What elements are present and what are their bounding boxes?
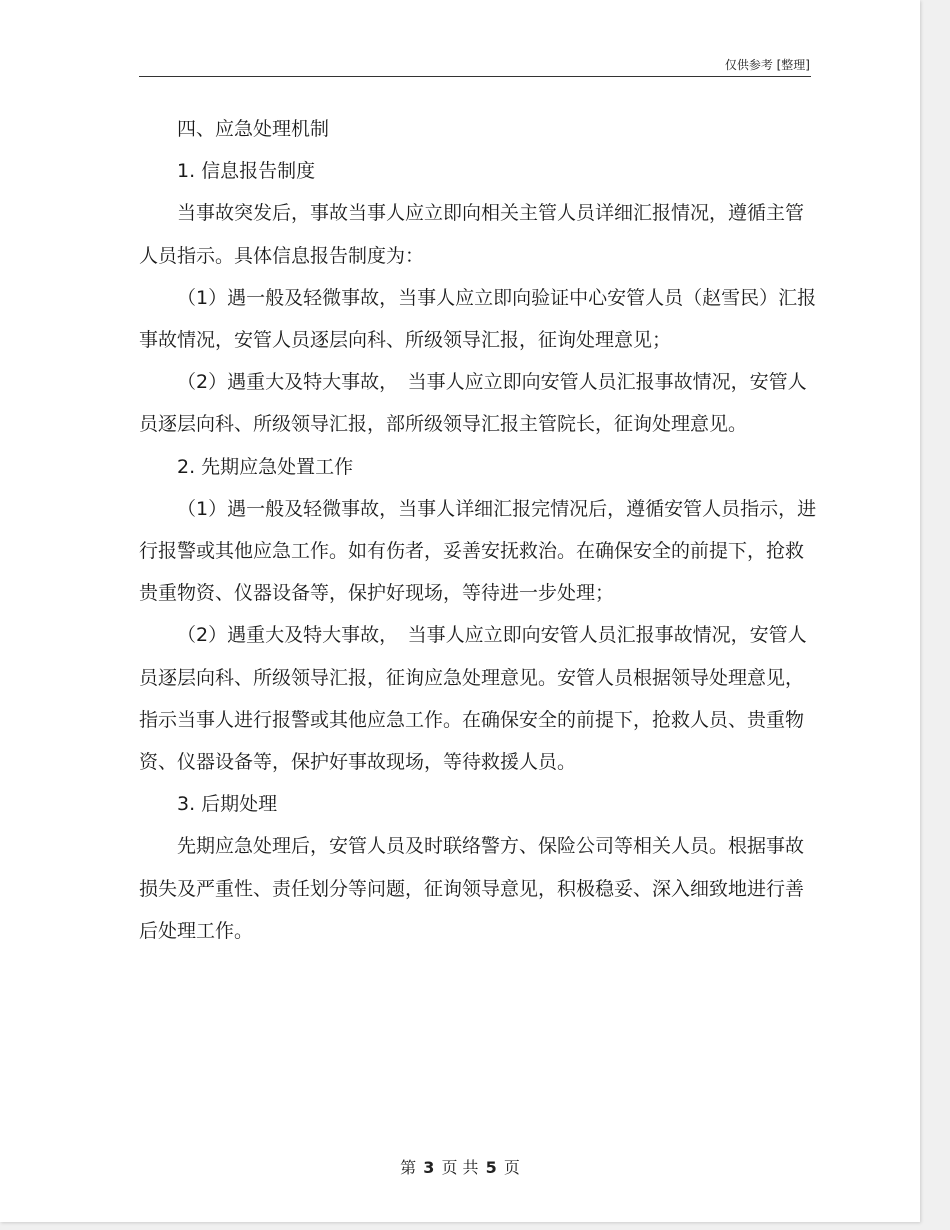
paragraph-reporting-minor: （1）遇一般及轻微事故，当事人应立即向验证中心安管人员（赵雪民）汇报事故情况，安管人员逐层向科、所级领导汇报，征询处理意见； [139, 286, 817, 352]
section-heading-emergency-mechanism: 四、应急处理机制 [177, 118, 330, 140]
current-page-number: 3 [423, 1158, 435, 1177]
footer-middle: 页 共 [441, 1158, 479, 1177]
paragraph-response-minor: （1）遇一般及轻微事故，当事人详细汇报完情况后，遵循安管人员指示，进行报警或其他应急工作。如有伤者，妥善安抚救治。在确保安全的前提下，抢救贵重物资、仪器设备等，保护好现场，等待进一步处理； [139, 497, 817, 605]
total-page-count: 5 [485, 1158, 497, 1177]
subheading-initial-response: 2. 先期应急处置工作 [177, 455, 354, 478]
footer-prefix: 第 [400, 1158, 417, 1177]
header-divider [139, 76, 811, 77]
page-footer [0, 1155, 920, 1178]
paragraph-follow-up: 先期应急处理后，安管人员及时联络警方、保险公司等相关人员。根据事故损失及严重性、责任划分等问题，征询领导意见，积极稳妥、深入细致地进行善后处理工作。 [139, 835, 805, 942]
document-body [139, 108, 819, 952]
page-header: 仅供参考 [整理] [724, 58, 810, 72]
paragraph-reporting-intro: 当事故突发后，事故当事人应立即向相关主管人员详细汇报情况，遵循主管人员指示。具体信息报告制度为： [139, 202, 805, 267]
subheading-follow-up: 3. 后期处理 [177, 793, 278, 816]
subheading-info-reporting: 1. 信息报告制度 [177, 160, 316, 183]
paragraph-response-major: （2）遇重大及特大事故， 当事人应立即向安管人员汇报事故情况，安管人员逐层向科、所级领导汇报，征询应急处理意见。安管人员根据领导处理意见，指示当事人进行报警或其他应急工作。在确保安全的前提下，抢救人员、贵重物资、仪器设备等，保护好事故现场，等待救援人员。 [139, 624, 807, 774]
paragraph-reporting-major: （2）遇重大及特大事故， 当事人应立即向安管人员汇报事故情况，安管人员逐层向科、所级领导汇报，部所级领导汇报主管院长，征询处理意见。 [139, 371, 807, 436]
footer-suffix: 页 [503, 1158, 520, 1177]
